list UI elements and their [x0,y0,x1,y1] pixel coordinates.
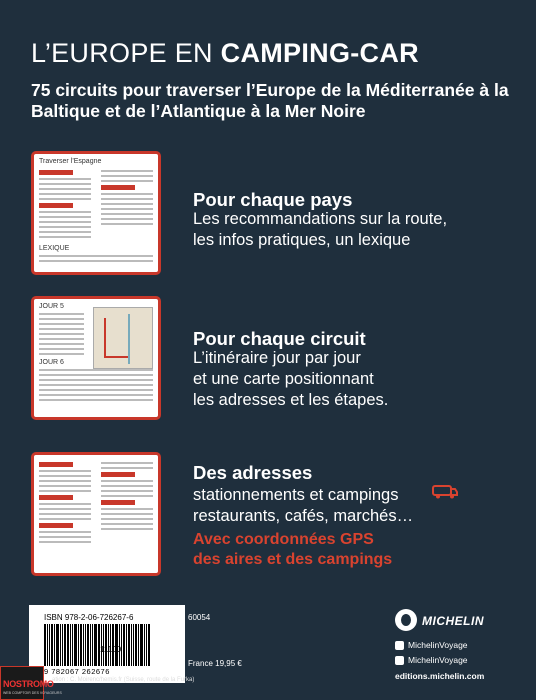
section-text-adresses: stationnements et campings restaurants, cafés, marchés… [193,486,414,525]
camper-van-icon [432,484,458,499]
preview-heading: Traverser l’Espagne [39,158,102,165]
preview-lexique: LEXIQUE [39,245,70,252]
preview-country-page [31,151,161,275]
barcode-code: 11100 [100,645,122,654]
facebook-link[interactable]: MichelinVoyage [395,640,468,650]
michelin-logo: MICHELIN [422,614,484,628]
section-text-pays: Les recommandations sur la route, les infos pratiques, un lexique [193,210,448,249]
section-heading-pays: Pour chaque pays [193,189,353,210]
section-text-circuit: L’itinéraire jour par jour et une carte positionnant les adresses et les étapes. [193,349,389,409]
product-code: 60054 [188,613,211,622]
book-title: L’EUROPE EN CAMPING-CAR [31,38,419,68]
instagram-link[interactable]: MichelinVoyage [395,655,468,665]
preview-circuit-page [31,296,161,420]
subtitle: 75 circuits pour traverser l’Europe de la Méditerranée à la Baltique et de l’Atlantique à la Mer Noire [31,80,509,121]
preview-day-6: JOUR 6 [39,359,64,366]
preview-day-5: JOUR 5 [39,303,64,310]
michelin-man-icon [395,609,417,631]
preview-addresses-page [31,452,161,576]
ean-number: 9 782067 262676 [44,667,110,676]
nostromo-stamp: NOSTROMO WEB COMPTOIR DES VOYAGEURS [0,666,44,700]
price: France 19,95 € [188,659,242,668]
facebook-icon [395,641,404,650]
gps-highlight: Avec coordonnées GPS des aires et des campings [193,531,393,568]
isbn: ISBN 978-2-06-726267-6 [44,613,134,622]
instagram-icon [395,656,404,665]
section-heading-adresses: Des adresses [193,462,313,483]
section-heading-circuit: Pour chaque circuit [193,328,366,349]
circuit-map [93,307,153,369]
publisher-website[interactable]: editions.michelin.com [395,671,485,681]
photo-credit: ation : C. Moirenc/hemis.fr (Suisse, route de la Furka) [52,677,195,683]
